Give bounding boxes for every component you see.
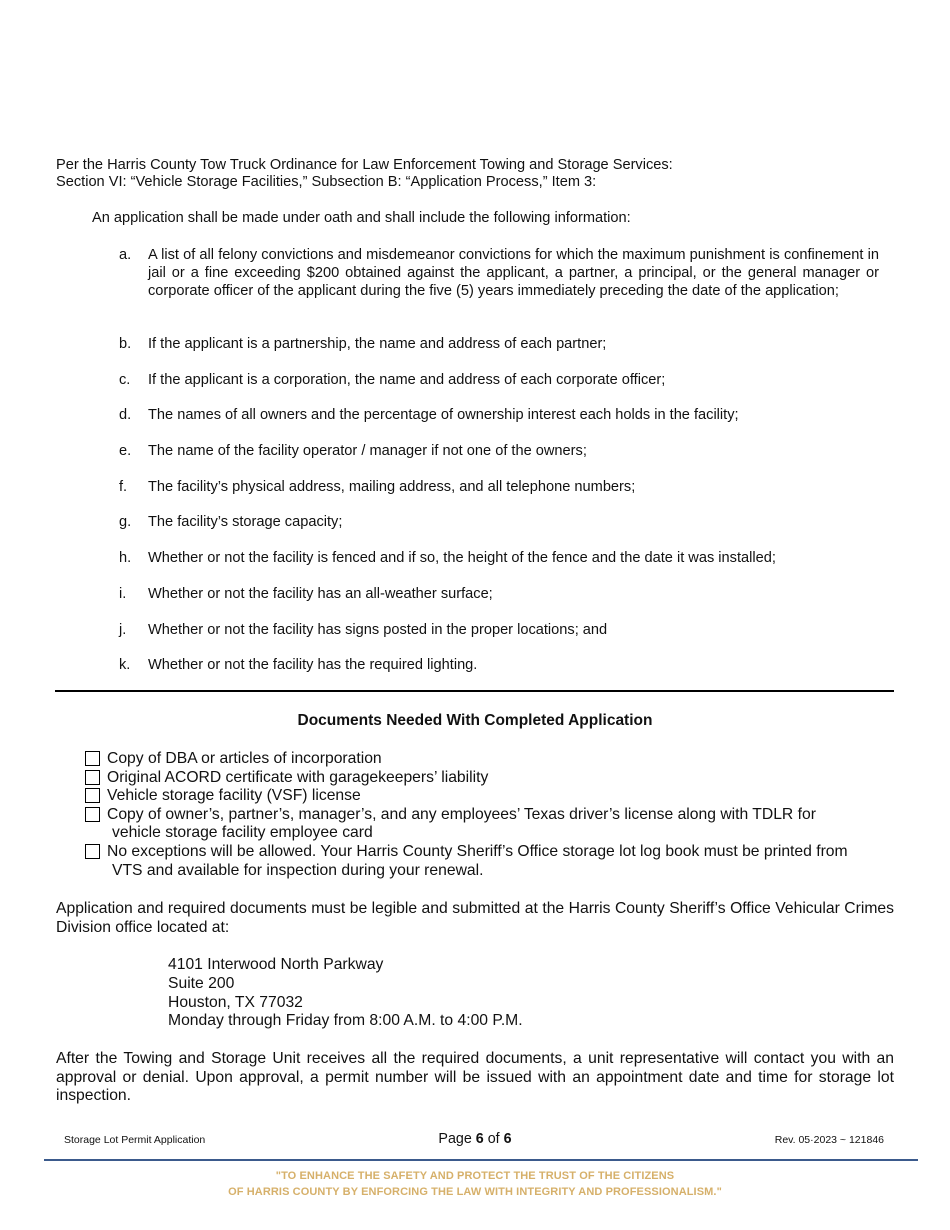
document-item [84, 806, 848, 843]
document-label-continued: VTS and available for inspection during your renewal. [112, 861, 484, 879]
document-item [84, 787, 848, 806]
motto-line-2: OF HARRIS COUNTY BY ENFORCING THE LAW WITH INTEGRITY AND PROFESSIONALISM." [228, 1186, 722, 1198]
requirement-item [119, 371, 879, 389]
footer-form-name: Storage Lot Permit Application [64, 1134, 206, 1146]
motto-line-1: "TO ENHANCE THE SAFETY AND PROTECT THE TRUST OF THE CITIZENS [275, 1170, 675, 1182]
document-label: Copy of DBA or articles of incorporation [107, 750, 382, 767]
item-letter: k. [119, 657, 131, 673]
address-suite: Suite 200 [168, 974, 235, 992]
requirement-item [119, 621, 879, 639]
page-current: 6 [475, 1131, 484, 1147]
item-text: Whether or not the facility has an all-weather surface; [148, 586, 493, 602]
item-letter: a. [119, 247, 132, 263]
requirements-lead: An application shall be made under oath and shall include the following information: [92, 210, 631, 226]
item-letter: e. [119, 443, 132, 459]
item-letter: b. [119, 336, 132, 352]
item-letter: g. [119, 514, 132, 530]
item-text: If the applicant is a corporation, the name and address of each corporate officer; [148, 372, 666, 388]
document-checkbox[interactable] [85, 844, 100, 859]
item-letter: c. [119, 372, 131, 388]
page-word: Page [438, 1131, 472, 1147]
requirement-item [119, 442, 879, 460]
document-checkbox[interactable] [85, 770, 100, 785]
item-text: The names of all owners and the percentage of ownership interest each holds in the facility; [148, 407, 739, 423]
item-text: Whether or not the facility is fenced and if so, the height of the fence and the date it was installed; [148, 550, 776, 566]
citation-line-2: Section VI: “Vehicle Storage Facilities,” Subsection B: “Application Process,” Item 3: [56, 174, 597, 190]
requirement-item [119, 513, 879, 531]
item-text: The facility’s physical address, mailing address, and all telephone numbers; [148, 479, 636, 495]
documents-heading: Documents Needed With Completed Application [297, 712, 653, 729]
requirement-item [119, 246, 879, 300]
footer-divider [44, 1159, 918, 1161]
item-text: The facility’s storage capacity; [148, 514, 343, 530]
requirement-item [119, 335, 879, 353]
document-checkbox[interactable] [85, 788, 100, 803]
ordinance-citation [56, 157, 673, 191]
document-item [84, 769, 848, 788]
address-city: Houston, TX 77032 [168, 993, 303, 1011]
office-hours: Monday through Friday from 8:00 A.M. to 4:00 P.M. [168, 1012, 523, 1030]
requirement-item [119, 549, 879, 567]
item-text: Whether or not the facility has signs posted in the proper locations; and [148, 622, 608, 638]
item-text: Whether or not the facility has the required lighting. [148, 657, 478, 673]
document-label: No exceptions will be allowed. Your Harris County Sheriff’s Office storage lot log book must be printed from [107, 842, 848, 860]
submission-paragraph: Application and required documents must be legible and submitted at the Harris County Sheriff’s Office Vehicular Crimes Division office located at: [56, 900, 894, 936]
document-label: Original ACORD certificate with garagekeepers’ liability [107, 768, 489, 786]
item-letter: j. [119, 622, 127, 638]
address-street: 4101 Interwood North Parkway [168, 956, 384, 973]
document-checkbox[interactable] [85, 751, 100, 766]
requirement-item [119, 406, 879, 424]
item-letter: d. [119, 407, 132, 423]
section-divider [55, 690, 894, 692]
citation-line-1: Per the Harris County Tow Truck Ordinance for Law Enforcement Towing and Storage Services: [56, 157, 673, 173]
item-text: If the applicant is a partnership, the name and address of each partner; [148, 336, 607, 352]
closing-paragraph: After the Towing and Storage Unit receives all the required documents, a unit representative will contact you with an approval or denial. Upon approval, a permit number will be issued with an appointment date and time for storage lot inspection. [56, 1050, 894, 1105]
item-letter: i. [119, 586, 127, 602]
requirement-item [119, 478, 879, 496]
document-item [84, 750, 848, 769]
documents-checklist [84, 750, 848, 880]
document-label: Vehicle storage facility (VSF) license [107, 787, 361, 805]
item-letter: f. [119, 479, 128, 495]
requirement-item [119, 585, 879, 603]
page-of: of [487, 1131, 500, 1147]
office-address [168, 956, 523, 1031]
document-label-continued: vehicle storage facility employee card [112, 824, 373, 842]
item-letter: h. [119, 550, 132, 566]
footer-revision: Rev. 05·2023 ~ 121846 [774, 1134, 884, 1146]
document-label: Copy of owner’s, partner’s, manager’s, and any employees’ Texas driver’s license along with TDLR for [107, 805, 816, 823]
document-item [84, 843, 848, 880]
requirement-item [119, 656, 879, 674]
item-text: A list of all felony convictions and misdemeanor convictions for which the maximum punishment is confinement in jail or a fine exceeding $200 obtained against the applicant, a partner, a principal, or the general manager or corporate officer of the applicant during the five (5) years immediately preceding the date of the application; [148, 247, 879, 299]
page-total: 6 [503, 1131, 512, 1147]
item-text: The name of the facility operator / manager if not one of the owners; [148, 443, 587, 459]
document-checkbox[interactable] [85, 807, 100, 822]
